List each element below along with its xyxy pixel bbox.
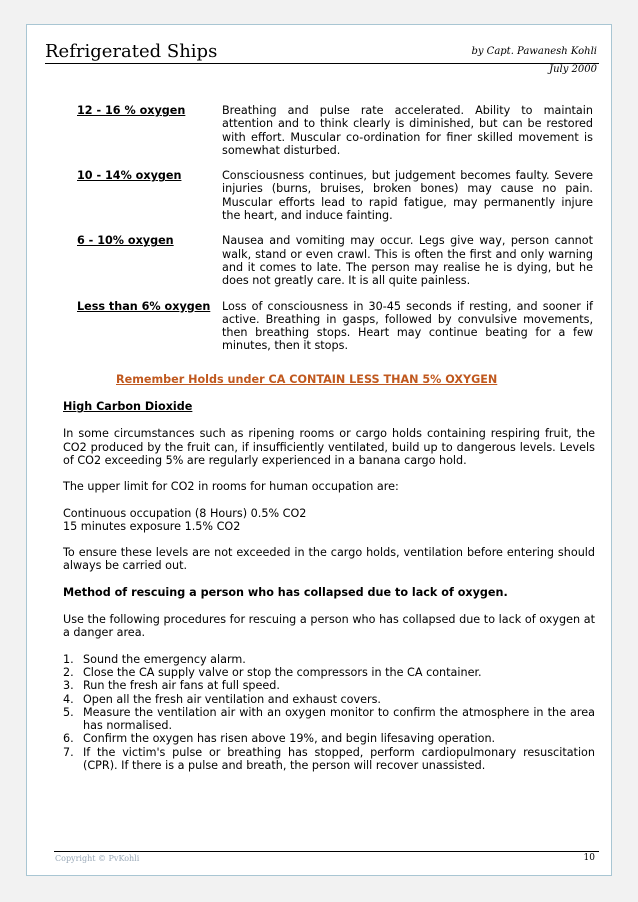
step-number: 7. xyxy=(63,745,74,759)
oxygen-level-row xyxy=(77,300,595,353)
page-number: 10 xyxy=(583,853,595,863)
step-text: Run the fresh air fans at full speed. xyxy=(83,679,280,693)
rescue-heading: Method of rescuing a person who has collapsed due to lack of oxygen. xyxy=(63,585,508,599)
list-item xyxy=(63,732,595,745)
oxygen-level-desc: Consciousness continues, but judgement becomes faulty. Severe injuries (burns, bruises, broken bones) may cause no pain. Muscular efforts lead to rapid fatigue, may permanently injure the heart, and induce fainting. xyxy=(222,169,593,223)
step-number: 6. xyxy=(63,732,74,746)
oxygen-level-row xyxy=(77,234,595,287)
oxygen-level-desc: Breathing and pulse rate accelerated. Ability to maintain attention and to think clearly is diminished, but can be restored with effort. Muscular co-ordination for finer skilled movement is somewhat disturbed. xyxy=(222,104,593,157)
co2-heading: High Carbon Dioxide xyxy=(63,400,193,414)
page-content xyxy=(63,104,595,772)
oxygen-level-row xyxy=(77,169,595,222)
header-rule xyxy=(45,63,599,64)
remember-warning: Remember Holds under CA CONTAIN LESS THAN 5% OXYGEN xyxy=(116,372,498,386)
list-item xyxy=(63,653,595,666)
document-page xyxy=(26,24,612,876)
list-item xyxy=(63,679,595,692)
step-text: Measure the ventilation air with an oxygen monitor to confirm the atmosphere in the area has normalised. xyxy=(83,705,595,733)
step-text: Sound the emergency alarm. xyxy=(83,652,246,666)
rescue-steps xyxy=(63,653,595,773)
step-number: 4. xyxy=(63,692,74,706)
list-item xyxy=(63,746,595,773)
co2-limits xyxy=(63,507,595,534)
co2-paragraph-1: In some circumstances such as ripening rooms or cargo holds containing respiring fruit, the CO2 produced by the fruit can, if insufficiently ventilated, build up to dangerous levels. Levels of CO2 exceeding 5% are regularly experienced in a banana cargo hold. xyxy=(63,427,595,467)
step-text: If the victim's pulse or breathing has stopped, perform cardiopulmonary resuscitation (CPR). If there is a pulse and breath, the person will recover unassisted. xyxy=(83,745,595,772)
oxygen-level-term: Less than 6% oxygen xyxy=(77,299,211,313)
oxygen-level-row xyxy=(77,104,595,157)
co2-section xyxy=(63,400,595,772)
list-item xyxy=(63,666,595,679)
step-number: 5. xyxy=(63,705,74,719)
list-item xyxy=(63,706,595,733)
header-author: by Capt. Pawanesh Kohli xyxy=(471,46,597,57)
footer-rule xyxy=(54,851,599,852)
step-number: 2. xyxy=(63,665,74,679)
co2-limit-continuous: Continuous occupation (8 Hours) 0.5% CO2 xyxy=(63,506,307,520)
list-item xyxy=(63,693,595,706)
co2-paragraph-3: To ensure these levels are not exceeded in the cargo holds, ventilation before entering should always be carried out. xyxy=(63,546,595,573)
header-date: July 2000 xyxy=(549,64,597,75)
step-text: Close the CA supply valve or stop the compressors in the CA container. xyxy=(83,665,482,679)
oxygen-level-desc: Nausea and vomiting may occur. Legs give way, person cannot walk, stand or even crawl. This is often the first and only warning and it comes to late. The person may realise he is dying, but he does not greatly care. It is all quite painless. xyxy=(222,234,593,288)
oxygen-level-desc: Loss of consciousness in 30-45 seconds if resting, and sooner if active. Breathing in gasps, followed by convulsive movements, then breathing stops. Heart may continue beating for a few minutes, then it stops. xyxy=(222,299,593,353)
oxygen-level-term: 10 - 14% oxygen xyxy=(77,169,182,183)
step-text: Open all the fresh air ventilation and exhaust covers. xyxy=(83,692,381,706)
oxygen-levels-list xyxy=(77,104,595,353)
step-text: Confirm the oxygen has risen above 19%, and begin lifesaving operation. xyxy=(83,732,496,746)
oxygen-level-term: 12 - 16 % oxygen xyxy=(77,104,186,117)
oxygen-level-term: 6 - 10% oxygen xyxy=(77,234,174,248)
rescue-intro: Use the following procedures for rescuing a person who has collapsed due to lack of oxygen at a danger area. xyxy=(63,613,595,640)
footer-copyright: Copyright © PvKohli xyxy=(55,854,140,863)
header-title: Refrigerated Ships xyxy=(45,41,218,62)
step-number: 3. xyxy=(63,679,74,693)
step-number: 1. xyxy=(63,652,74,666)
co2-paragraph-2: The upper limit for CO2 in rooms for human occupation are: xyxy=(63,480,399,494)
co2-limit-short: 15 minutes exposure 1.5% CO2 xyxy=(63,519,241,533)
